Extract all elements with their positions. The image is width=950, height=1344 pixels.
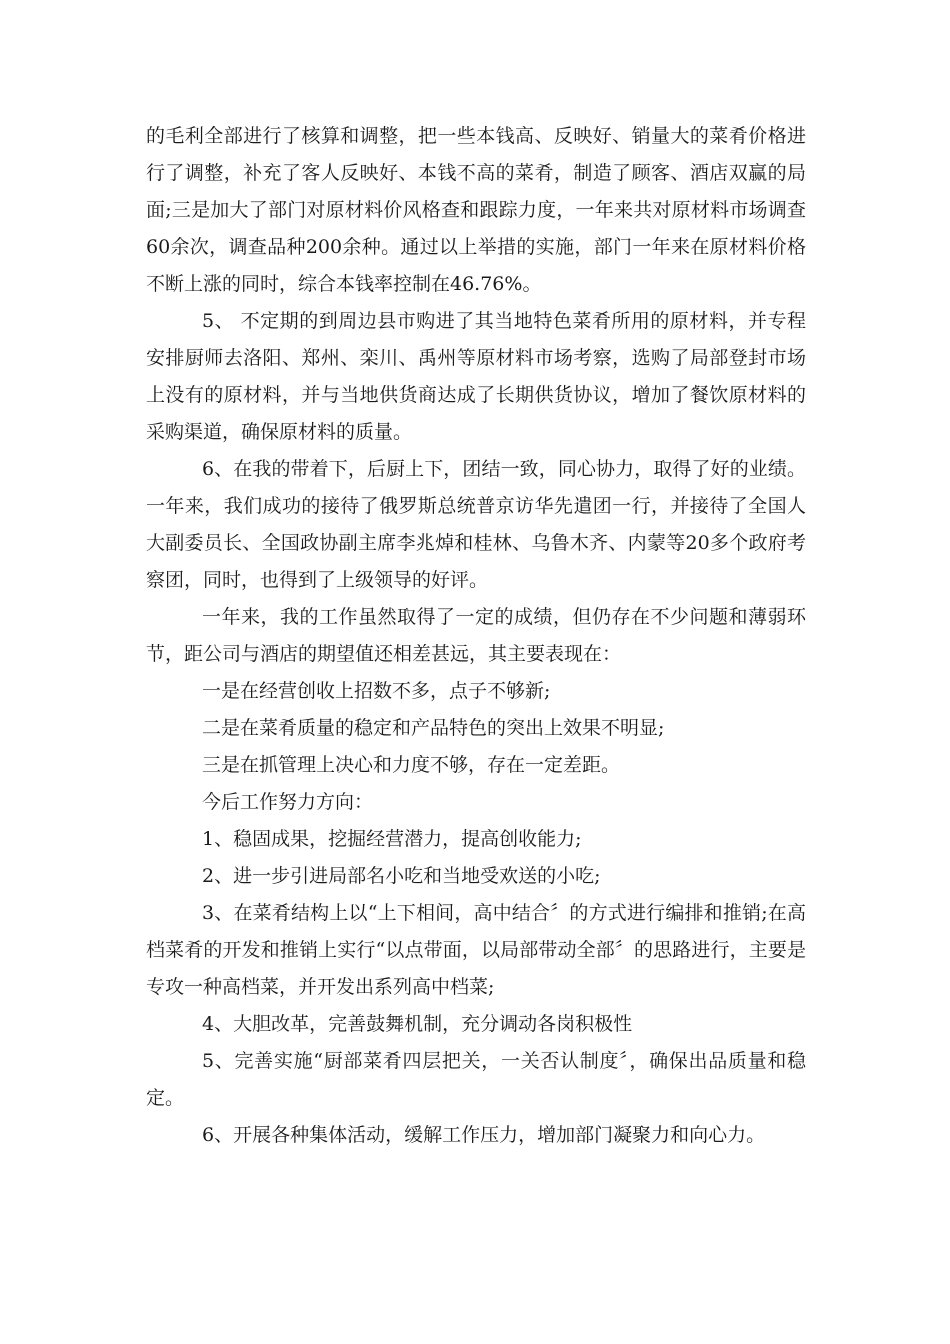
paragraph-item-6-achievements: 6、在我的带着下，后厨上下，团结一致，同心协力，取得了好的业绩。一年来，我们成功的接待了俄罗斯总统普京访华先遣团一行，并接待了全国人大副委员长、全国政协副主席李兆焯和桂林、乌鲁木齐、内蒙等20多个政府考察团，同时，也得到了上级领导的好评。 xyxy=(146,458,806,591)
shortcoming-item-3: 三是在抓管理上决心和力度不够，存在一定差距。 xyxy=(202,754,621,776)
shortcoming-item-2: 二是在菜肴质量的稳定和产品特色的突出上效果不明显; xyxy=(202,717,665,739)
future-item-2: 2、进一步引进局部名小吃和当地受欢送的小吃; xyxy=(202,865,601,887)
shortcoming-item-1: 一是在经营创收上招数不多，点子不够新; xyxy=(202,680,551,702)
future-item-4: 4、大胆改革，完善鼓舞机制，充分调动各岗积极性 xyxy=(202,1013,633,1035)
paragraph-cost-control: 的毛利全部进行了核算和调整，把一些本钱高、反映好、销量大的菜肴价格进行了调整，补充了客人反映好、本钱不高的菜肴，制造了顾客、酒店双赢的局面;三是加大了部门对原材料价风格查和跟踪力度，一年来共对原材料市场调查60余次，调查品种200余种。通过以上举措的实施，部门一年来在原材料价格不断上涨的同时，综合本钱率控制在46.76%。 xyxy=(146,125,806,295)
future-direction-heading: 今后工作努力方向： xyxy=(202,791,374,813)
paragraph-shortcomings-intro: 一年来，我的工作虽然取得了一定的成绩，但仍存在不少问题和薄弱环节，距公司与酒店的期望值还相差甚远，其主要表现在： xyxy=(146,606,806,665)
future-item-1: 1、稳固成果，挖掘经营潜力，提高创收能力; xyxy=(202,828,582,850)
future-item-6: 6、开展各种集体活动，缓解工作压力，增加部门凝聚力和向心力。 xyxy=(202,1124,766,1146)
future-item-3: 3、在菜肴结构上以“上下相间，高中结合〞的方式进行编排和推销;在高档菜肴的开发和推销上实行“以点带面，以局部带动全部〞的思路进行，主要是专攻一种高档菜，并开发出系列高中档菜; xyxy=(146,902,806,998)
paragraph-item-5-procurement: 5、 不定期的到周边县市购进了其当地特色菜肴所用的原材料，并专程安排厨师去洛阳、郑州、栾川、禹州等原材料市场考察，选购了局部登封市场上没有的原材料，并与当地供货商达成了长期供货协议，增加了餐饮原材料的采购渠道，确保原材料的质量。 xyxy=(146,310,806,443)
document-body xyxy=(146,118,806,1154)
future-item-5: 5、完善实施“厨部菜肴四层把关，一关否认制度〞，确保出品质量和稳定。 xyxy=(146,1050,806,1109)
